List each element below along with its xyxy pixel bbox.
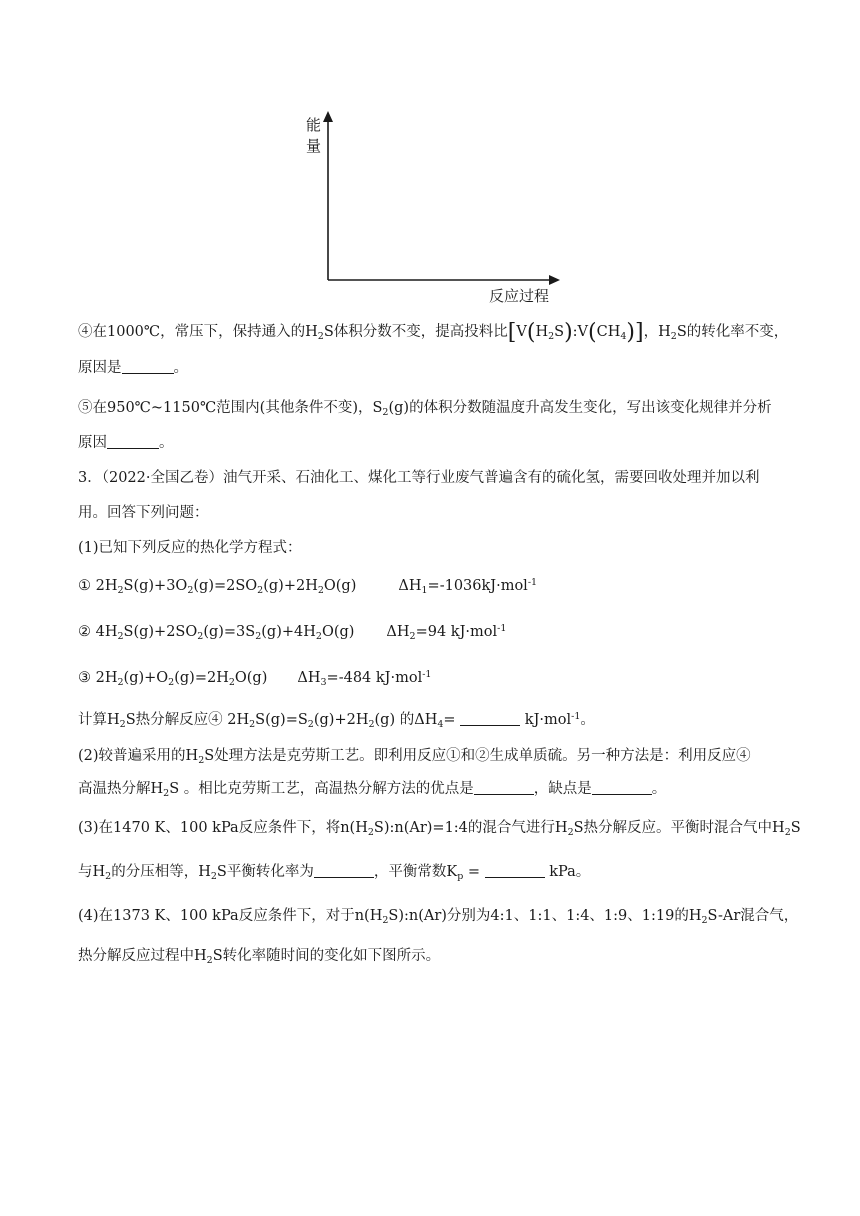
q2-item5-line2: 原因 。 <box>78 435 174 451</box>
x-axis-arrow <box>549 275 560 285</box>
calc-line: 计算$H_2S$热分解反应④ $2H_2S(g)=S_2(g)+2H_2(g)$ 的$\Delta H_4= kJ\cdot mol^{-1}$。 <box>78 711 595 730</box>
answer-blank[interactable] <box>314 863 374 878</box>
y-axis-label-1: 能 <box>306 116 322 134</box>
equation-1: ① $2H_2S(g)+3O_2(g)=2SO_2(g)+2H_2O(g)$ $\Delta H_1=-1036kJ\cdot mol^{-1}$ <box>78 577 538 596</box>
q3-part3-line1: (3)在1470 K、100 kPa反应条件下，将$n(H_2S):n(Ar)=1:4$的混合气进行$H_2S$热分解反应。平衡时混合气中$H_2S$ <box>78 820 801 838</box>
answer-blank[interactable] <box>107 434 159 449</box>
q3-part2-line2: 高温热分解$H_2S$ 。相比克劳斯工艺，高温热分解方法的优点是 ，缺点是 。 <box>78 781 667 799</box>
energy-diagram <box>295 108 565 304</box>
answer-blank[interactable] <box>122 359 174 374</box>
answer-blank[interactable] <box>474 780 534 795</box>
y-axis-label-2: 量 <box>306 137 322 155</box>
answer-blank[interactable] <box>460 711 520 726</box>
q3-part2-line1: (2)较普遍采用的$H_2S$处理方法是克劳斯工艺。即利用反应①和②生成单质硫。另一种方法是：利用反应④ <box>78 748 751 766</box>
q2-item5-line1: ⑤在950℃~1150℃范围内(其他条件不变)，$S_2(g)$的体积分数随温度升高发生变化，写出该变化规律并分析 <box>78 400 772 418</box>
answer-blank[interactable] <box>592 780 652 795</box>
q2-item4-line1: ④在1000℃，常压下，保持通入的$H_2S$体积分数不变，提高投料比$[V(H_2S):V(CH_4)]$，$H_2S$的转化率不变， <box>78 320 789 345</box>
q3-intro-line2: 用。回答下列问题： <box>78 505 209 521</box>
equation-2: ② $4H_2S(g)+2SO_2(g)=3S_2(g)+4H_2O(g)$ $\Delta H_2=94$ kJ·mol$^{-1}$ <box>78 623 507 642</box>
q3-part4-line1: (4)在1373 K、100 kPa反应条件下，对于$n(H_2S):n(Ar)$分别为4:1、1:1、1:4、1:9、1:19的$H_2S-Ar$混合气， <box>78 908 799 926</box>
answer-blank[interactable] <box>485 863 545 878</box>
q3-part1-heading: (1)已知下列反应的热化学方程式： <box>78 540 302 556</box>
q3-part3-line2: 与$H_2$的分压相等，$H_2S$平衡转化率为 ，平衡常数$K_p$ = kPa。 <box>78 864 591 882</box>
equation-3: ③ $2H_2(g)+O_2(g)=2H_2O(g)$ $\Delta H_3=-484$ kJ·mol$^{-1}$ <box>78 669 432 688</box>
q2-item4-line2: 原因是 。 <box>78 360 188 376</box>
q3-part4-line2: 热分解反应过程中$H_2S$转化率随时间的变化如下图所示。 <box>78 948 441 966</box>
q3-intro-line1: 3．（2022·全国乙卷）油气开采、石油化工、煤化工等行业废气普遍含有的硫化氢，需要回收处理并加以利 <box>78 470 760 486</box>
x-axis-label: 反应过程 <box>489 287 550 305</box>
y-axis-arrow <box>323 111 333 122</box>
